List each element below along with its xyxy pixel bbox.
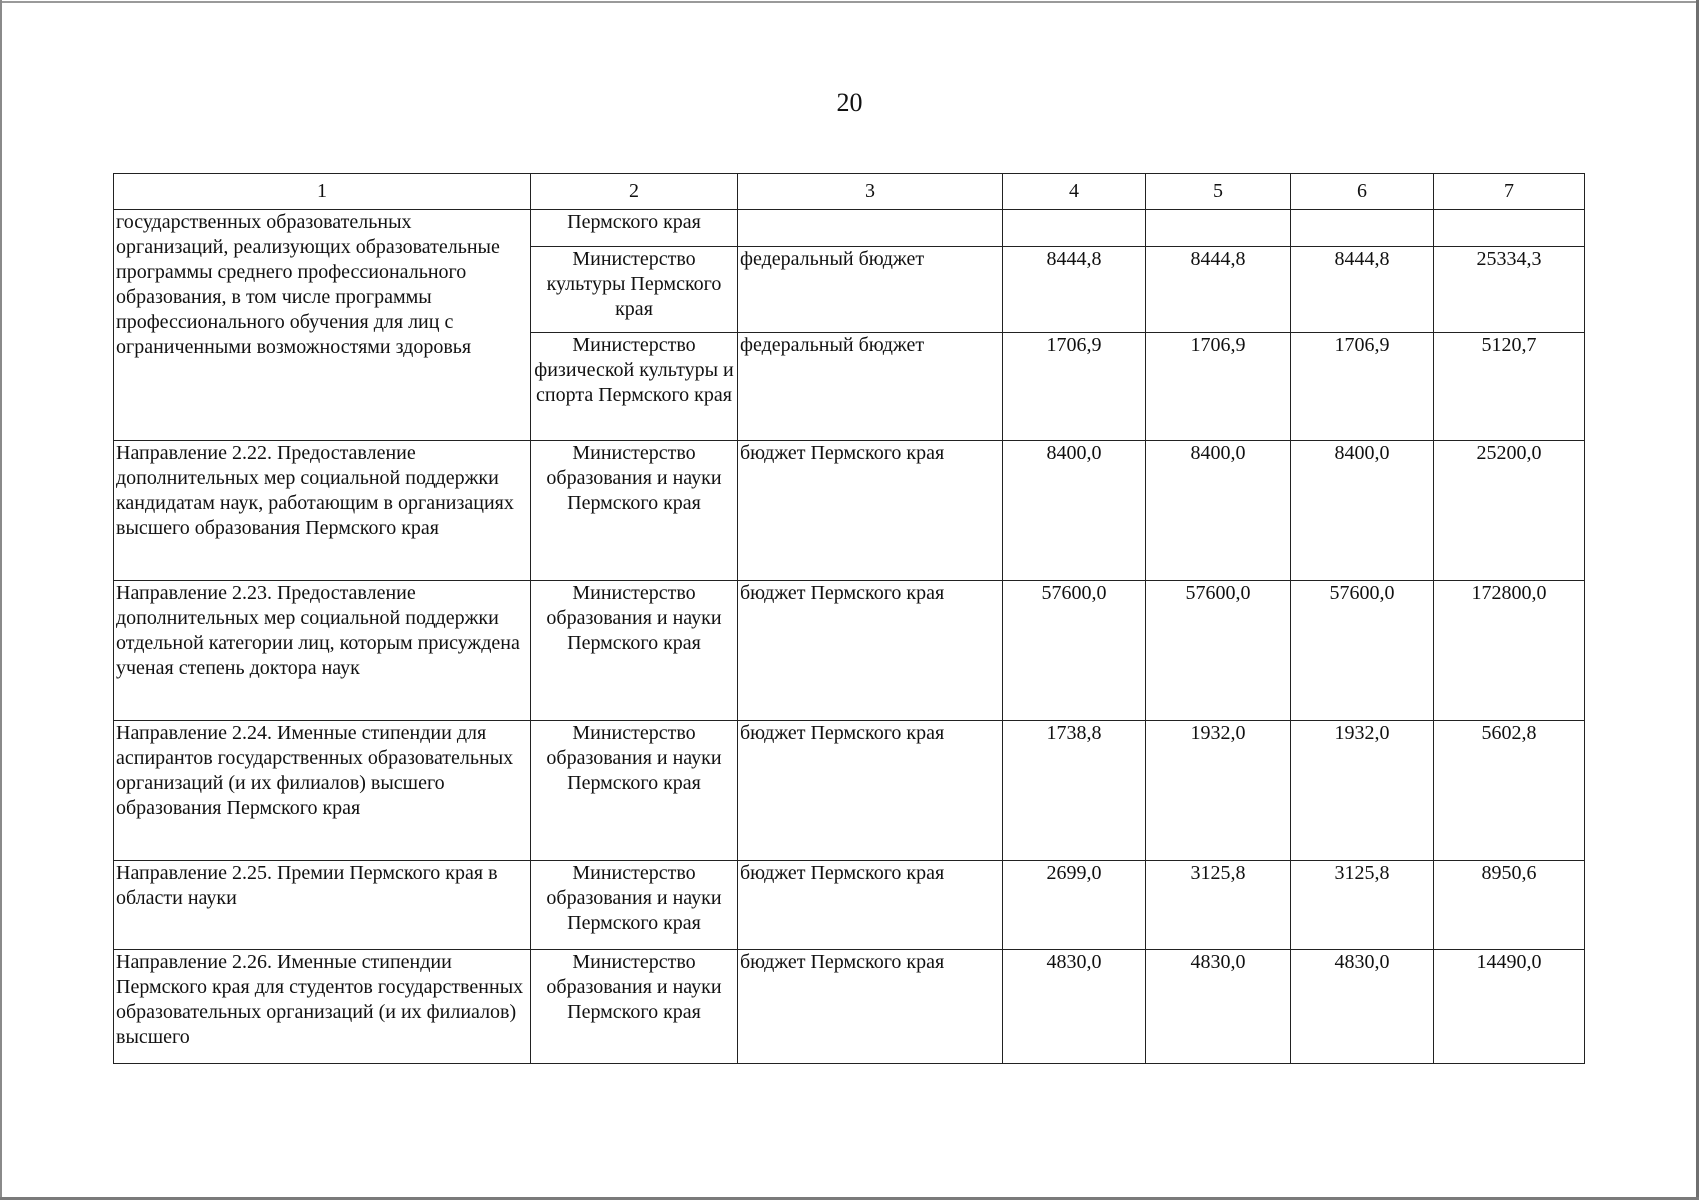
header-col-7: 7 (1434, 174, 1585, 210)
page-edge-left (0, 0, 2, 1200)
page-number: 20 (836, 88, 863, 117)
value-cell-6: 57600,0 (1291, 581, 1434, 721)
source-cell: бюджет Пермского края (738, 721, 1003, 861)
value-cell-4 (1003, 210, 1146, 247)
value-cell-5: 3125,8 (1146, 861, 1291, 950)
value-cell-4: 57600,0 (1003, 581, 1146, 721)
executor-cell: Министерство образования и науки Пермского края (531, 950, 738, 1064)
header-col-1: 1 (114, 174, 531, 210)
source-cell: бюджет Пермского края (738, 950, 1003, 1064)
direction-name-cell: Направление 2.23. Предоставление дополнительных мер социальной поддержки отдельной категории лиц, которым присуждена ученая степень доктора наук (114, 581, 531, 721)
table-header-row (114, 174, 1585, 210)
source-cell (738, 210, 1003, 247)
value-cell-4: 8400,0 (1003, 441, 1146, 581)
executor-cell: Министерство культуры Пермского края (531, 247, 738, 333)
source-cell: бюджет Пермского края (738, 861, 1003, 950)
executor-cell: Министерство физической культуры и спорта Пермского края (531, 333, 738, 441)
direction-name-cell: государственных образовательных организаций, реализующих образовательные программы среднего профессионального образования, в том числе программы профессионального обучения для лиц с ограниченными возможностями здоровья (114, 210, 531, 441)
value-cell-7: 5602,8 (1434, 721, 1585, 861)
table-row (114, 861, 1585, 950)
value-cell-4: 1706,9 (1003, 333, 1146, 441)
value-cell-4: 4830,0 (1003, 950, 1146, 1064)
value-cell-5 (1146, 210, 1291, 247)
value-cell-5: 8444,8 (1146, 247, 1291, 333)
value-cell-7 (1434, 210, 1585, 247)
direction-name-cell: Направление 2.24. Именные стипендии для аспирантов государственных образовательных организаций (и их филиалов) высшего образования Пермского края (114, 721, 531, 861)
value-cell-7: 8950,6 (1434, 861, 1585, 950)
table-row (114, 721, 1585, 861)
value-cell-7: 14490,0 (1434, 950, 1585, 1064)
source-cell: бюджет Пермского края (738, 581, 1003, 721)
value-cell-5: 8400,0 (1146, 441, 1291, 581)
header-col-5: 5 (1146, 174, 1291, 210)
source-cell: федеральный бюджет (738, 247, 1003, 333)
table-row (114, 950, 1585, 1064)
value-cell-6: 1932,0 (1291, 721, 1434, 861)
header-col-2: 2 (531, 174, 738, 210)
value-cell-4: 2699,0 (1003, 861, 1146, 950)
header-col-3: 3 (738, 174, 1003, 210)
value-cell-4: 8444,8 (1003, 247, 1146, 333)
executor-cell: Министерство образования и науки Пермского края (531, 721, 738, 861)
value-cell-7: 5120,7 (1434, 333, 1585, 441)
value-cell-6: 8444,8 (1291, 247, 1434, 333)
value-cell-5: 57600,0 (1146, 581, 1291, 721)
table-row (114, 441, 1585, 581)
value-cell-7: 172800,0 (1434, 581, 1585, 721)
executor-cell: Пермского края (531, 210, 738, 247)
source-cell: федеральный бюджет (738, 333, 1003, 441)
executor-cell: Министерство образования и науки Пермского края (531, 441, 738, 581)
budget-table (113, 173, 1585, 1064)
source-cell: бюджет Пермского края (738, 441, 1003, 581)
value-cell-5: 1932,0 (1146, 721, 1291, 861)
page-edge-top (0, 1, 1699, 3)
value-cell-6: 8400,0 (1291, 441, 1434, 581)
value-cell-6: 4830,0 (1291, 950, 1434, 1064)
value-cell-6 (1291, 210, 1434, 247)
executor-cell: Министерство образования и науки Пермского края (531, 861, 738, 950)
value-cell-5: 1706,9 (1146, 333, 1291, 441)
value-cell-6: 1706,9 (1291, 333, 1434, 441)
header-col-4: 4 (1003, 174, 1146, 210)
executor-cell: Министерство образования и науки Пермского края (531, 581, 738, 721)
table-row (114, 210, 1585, 247)
direction-name-cell: Направление 2.22. Предоставление дополнительных мер социальной поддержки кандидатам наук, работающим в организациях высшего образования Пермского края (114, 441, 531, 581)
direction-name-cell: Направление 2.25. Премии Пермского края в области науки (114, 861, 531, 950)
table-row (114, 581, 1585, 721)
value-cell-4: 1738,8 (1003, 721, 1146, 861)
direction-name-cell: Направление 2.26. Именные стипендии Пермского края для студентов государственных образовательных организаций (и их филиалов) высшего (114, 950, 531, 1064)
value-cell-6: 3125,8 (1291, 861, 1434, 950)
value-cell-7: 25334,3 (1434, 247, 1585, 333)
header-col-6: 6 (1291, 174, 1434, 210)
value-cell-5: 4830,0 (1146, 950, 1291, 1064)
value-cell-7: 25200,0 (1434, 441, 1585, 581)
